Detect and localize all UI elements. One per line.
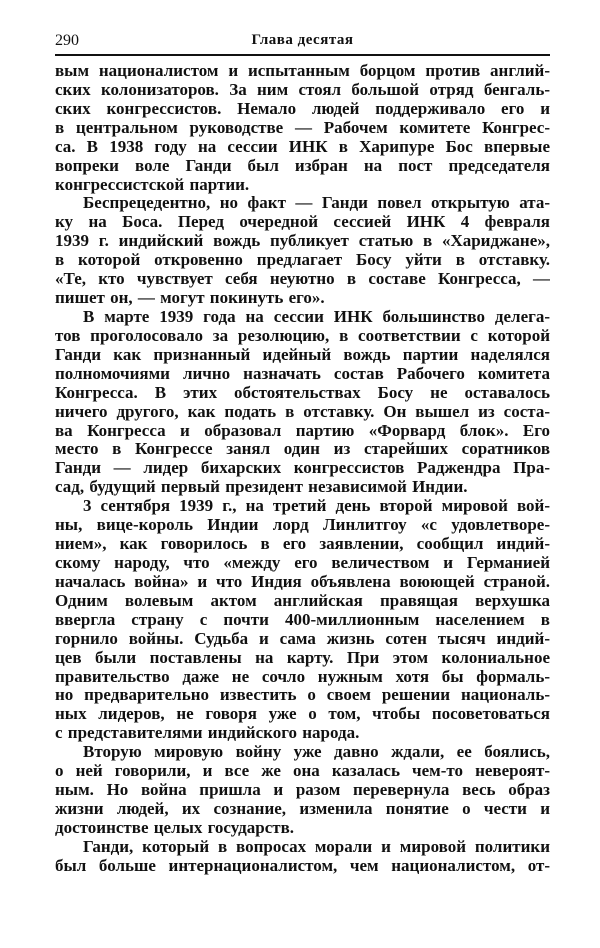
text-line: Ганди — лидер бихарских конгрессистов Раджендра Пра- xyxy=(55,459,550,478)
text-line: горнило войны. Судьба и сама жизнь сотен тысяч индий- xyxy=(55,629,550,648)
text-line: в которой откровенно предлагает Босу уйти в отставку. xyxy=(55,251,550,270)
text-line: конгрессистской партии. xyxy=(55,175,250,194)
text-line: место в Конгрессе занял один из старейших соратников xyxy=(55,440,550,459)
text-line: полномочиями лично назначать состав Рабочего комитета xyxy=(55,364,550,383)
text-line: ных лидеров, не говоря уже о том, чтобы посоветоваться xyxy=(55,705,550,724)
text-line: ских колонизаторов. За ним стоял большой отряд бенгаль- xyxy=(55,80,550,99)
text-line: был больше интернационалистом, чем националистом, от- xyxy=(55,856,550,875)
text-line: с представителями индийского народа. xyxy=(55,724,360,743)
paragraph xyxy=(55,743,550,838)
text-line: ва Конгресса и образовал партию «Форвард блок». Его xyxy=(55,421,550,440)
page-number: 290 xyxy=(55,32,79,49)
text-line: но предварительно известить о своем решении националь- xyxy=(55,686,550,705)
text-line: вым националистом и испытанным борцом против англий- xyxy=(55,62,550,80)
page-body-text xyxy=(55,62,550,876)
text-line: са. В 1938 году на сессии ИНК в Харипуре Бос впервые xyxy=(55,137,550,156)
paragraph xyxy=(55,194,550,308)
text-line: в центральном руководстве — Рабочем комитете Конгрес- xyxy=(55,118,550,137)
text-line: о ней говорили, и все же она казалась чем-то невероят- xyxy=(55,762,550,781)
text-line: «Те, кто чувствует себя неуютно в составе Конгресса, — xyxy=(55,270,550,289)
text-line: ничего другого, как подать в отставку. Он вышел из соста- xyxy=(55,402,550,421)
text-line: достоинстве целых государств. xyxy=(55,818,295,837)
text-line: жизни людей, их сознание, изменила понятие о чести и xyxy=(55,799,550,818)
text-line: Беспрецедентно, но факт — Ганди повел открытую ата- xyxy=(83,194,550,213)
text-line: тов проголосовало за резолюцию, в соответствии с которой xyxy=(55,326,550,345)
text-line: сад, будущий первый президент независимой Индии. xyxy=(55,478,468,497)
text-line: Ганди как признанный идейный вождь партии наделялся xyxy=(55,345,550,364)
paragraph xyxy=(55,497,550,743)
paragraph xyxy=(55,838,550,876)
paragraph xyxy=(55,62,550,194)
text-line: нием», как говорилось в его заявлении, сообщил индий- xyxy=(55,535,550,554)
paragraph xyxy=(55,308,550,497)
text-line: ным. Но война пришла и разом перевернула весь образ xyxy=(55,781,550,800)
text-line: ских конгрессистов. Немало людей поддерживало его и xyxy=(55,99,550,118)
text-line: Конгресса. В этих обстоятельствах Босу не оставалось xyxy=(55,383,550,402)
text-line: ку на Боса. Перед очередной сессией ИНК 4 февраля xyxy=(55,213,550,232)
running-header xyxy=(55,30,550,56)
text-line: ны, вице-король Индии лорд Линлитгоу «с удовлетворе- xyxy=(55,516,550,535)
text-line: 3 сентября 1939 г., на третий день второй мировой вой- xyxy=(83,497,550,516)
text-line: пишет он, — могут покинуть его». xyxy=(55,289,325,308)
text-line: 1939 г. индийский вождь публикует статью в «Хариджане», xyxy=(55,232,550,251)
text-line: Вторую мировую войну уже давно ждали, ее боялись, xyxy=(83,743,550,762)
text-line: скому народу, что «между его величеством и Германией xyxy=(55,553,550,572)
text-line: правительство даже не сочло нужным хотя бы формаль- xyxy=(55,667,550,686)
text-line: В марте 1939 года на сессии ИНК большинство делега- xyxy=(83,307,550,326)
text-line: цев были поставлены на карту. При этом колониальное xyxy=(55,648,550,667)
text-line: ввергла страну с почти 400-миллионным населением в xyxy=(55,610,550,629)
chapter-title: Глава десятая xyxy=(251,32,354,48)
text-line: вопреки воле Ганди был избран на пост председателя xyxy=(55,156,550,175)
text-line: Ганди, который в вопросах морали и мировой политики xyxy=(83,837,550,856)
text-line: Одним волевым актом английская правящая верхушка xyxy=(55,591,550,610)
text-line: началась война» и что Индия объявлена воюющей страной. xyxy=(55,572,550,591)
